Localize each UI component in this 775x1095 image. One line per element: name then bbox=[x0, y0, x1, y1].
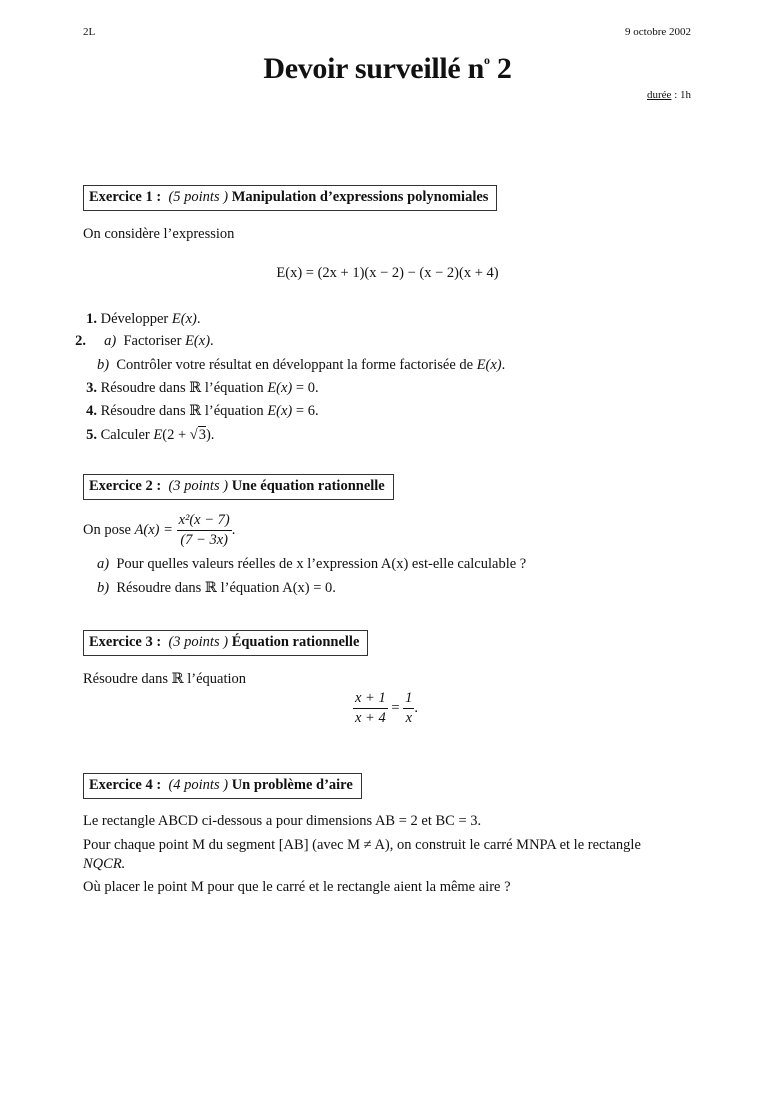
exercise-points: (3 points ) bbox=[168, 478, 229, 494]
item-number: 4. bbox=[86, 403, 97, 419]
exercise-subject: Manipulation d’expressions polynomiales bbox=[231, 189, 489, 205]
exercise-1-item-3 bbox=[83, 380, 319, 397]
item-text: Résoudre dans ℝ l’équation bbox=[100, 380, 268, 396]
exercise-1-heading bbox=[83, 185, 497, 211]
fraction bbox=[177, 512, 232, 549]
item-math: E(x) bbox=[171, 311, 197, 327]
exercise-2-item-b bbox=[97, 580, 336, 597]
item-text-end: . bbox=[210, 333, 214, 349]
title-text: Devoir surveillé n bbox=[263, 52, 485, 85]
fraction-numerator: x + 1 bbox=[353, 690, 388, 709]
item-math: E(x) bbox=[267, 403, 293, 419]
rhs-fraction bbox=[403, 690, 414, 727]
item-number: 5. bbox=[86, 427, 97, 443]
fraction-numerator: 1 bbox=[403, 690, 414, 709]
page-title bbox=[0, 52, 775, 86]
exercise-1-formula bbox=[0, 265, 775, 282]
item-text: Résoudre dans ℝ l’équation bbox=[100, 403, 268, 419]
item-text: Résoudre dans ℝ l’équation A(x) = 0. bbox=[116, 580, 336, 596]
formula-text: E(x) = (2x + 1)(x − 2) − (x − 2)(x + 4) bbox=[276, 265, 499, 281]
item-text-end: ). bbox=[205, 427, 215, 443]
exercise-label: Exercice 2 : bbox=[89, 478, 162, 494]
exercise-1-item-2a bbox=[72, 333, 214, 350]
lhs-fraction bbox=[353, 690, 388, 727]
exercise-points: (3 points ) bbox=[168, 634, 229, 650]
item-number: 1. bbox=[86, 311, 97, 327]
intro-math: A(x) = bbox=[134, 521, 177, 538]
item-math: E(x) bbox=[267, 380, 293, 396]
exercise-points: (4 points ) bbox=[168, 777, 229, 793]
exercise-2-intro bbox=[83, 512, 235, 549]
item-text-end: = 0. bbox=[292, 380, 319, 396]
item-text-end: . bbox=[196, 311, 201, 327]
exercise-1-item-1 bbox=[83, 311, 200, 328]
item-number: 3. bbox=[86, 380, 97, 396]
class-label: 2L bbox=[83, 26, 96, 38]
fraction-denominator: (7 − 3x) bbox=[180, 532, 228, 548]
exercise-1-item-5 bbox=[83, 427, 214, 444]
intro-end: . bbox=[231, 521, 236, 538]
item-math: E(x) bbox=[185, 333, 211, 349]
duration-value: : 1h bbox=[671, 89, 691, 101]
title-number: 2 bbox=[489, 52, 512, 85]
item-math: E(x) bbox=[476, 357, 502, 373]
exercise-1-intro: On considère l’expression bbox=[83, 226, 235, 242]
duration bbox=[647, 89, 691, 101]
item-text-mid: (2 + √ bbox=[162, 427, 198, 443]
item-sub-label: b) bbox=[97, 580, 110, 596]
exercise-4-line-3: NQCR. bbox=[83, 856, 126, 872]
item-sub-label: a) bbox=[104, 333, 117, 349]
intro-text: On pose bbox=[83, 521, 135, 538]
exercise-2-item-a bbox=[97, 556, 526, 573]
exercise-3-equation bbox=[353, 690, 418, 727]
exercise-subject: Une équation rationnelle bbox=[231, 478, 385, 494]
exercise-2-heading bbox=[83, 474, 394, 500]
item-text-end: . bbox=[501, 357, 506, 373]
exercise-points: (5 points ) bbox=[168, 189, 229, 205]
exercise-4-line-4: Où placer le point M pour que le carré et le rectangle aient la même aire ? bbox=[83, 879, 511, 895]
exercise-4-line-2: Pour chaque point M du segment [AB] (avec M ≠ A), on construit le carré MNPA et le rectangle bbox=[83, 837, 641, 853]
sqrt-radicand: 3 bbox=[198, 427, 206, 443]
exercise-label: Exercice 1 : bbox=[89, 189, 162, 205]
date: 9 octobre 2002 bbox=[625, 26, 691, 38]
item-sub-label: a) bbox=[97, 556, 110, 572]
exercise-subject: Équation rationnelle bbox=[231, 634, 360, 650]
item-text-end: = 6. bbox=[292, 403, 319, 419]
exercise-subject: Un problème d’aire bbox=[231, 777, 353, 793]
item-number: 2. bbox=[75, 333, 86, 349]
duration-label: durée bbox=[647, 89, 672, 101]
fraction-denominator: x + 4 bbox=[355, 710, 386, 726]
exercise-label: Exercice 3 : bbox=[89, 634, 162, 650]
fraction-denominator: x bbox=[405, 710, 413, 726]
exercise-4-line-1: Le rectangle ABCD ci-dessous a pour dimensions AB = 2 et BC = 3. bbox=[83, 813, 482, 829]
item-text: Factoriser bbox=[123, 333, 186, 349]
exercise-3-heading bbox=[83, 630, 368, 656]
exercise-label: Exercice 4 : bbox=[89, 777, 162, 793]
item-text: Développer bbox=[100, 311, 172, 327]
item-math: E bbox=[153, 427, 163, 443]
exercise-1-item-2b bbox=[97, 357, 505, 374]
item-sub-label: b) bbox=[97, 357, 110, 373]
exercise-4-heading bbox=[83, 773, 362, 799]
item-text: Pour quelles valeurs réelles de x l’expression A(x) est-elle calculable ? bbox=[116, 556, 527, 572]
fraction-numerator: x²(x − 7) bbox=[177, 512, 232, 531]
equation-end: . bbox=[414, 699, 419, 716]
title-superscript: o bbox=[484, 53, 490, 67]
exercise-3-intro: Résoudre dans ℝ l’équation bbox=[83, 671, 247, 687]
exercise-1-item-4 bbox=[83, 403, 319, 420]
item-text: Calculer bbox=[100, 427, 154, 443]
item-text: Contrôler votre résultat en développant la forme factorisée de bbox=[116, 357, 477, 373]
equals-sign: = bbox=[387, 699, 404, 716]
